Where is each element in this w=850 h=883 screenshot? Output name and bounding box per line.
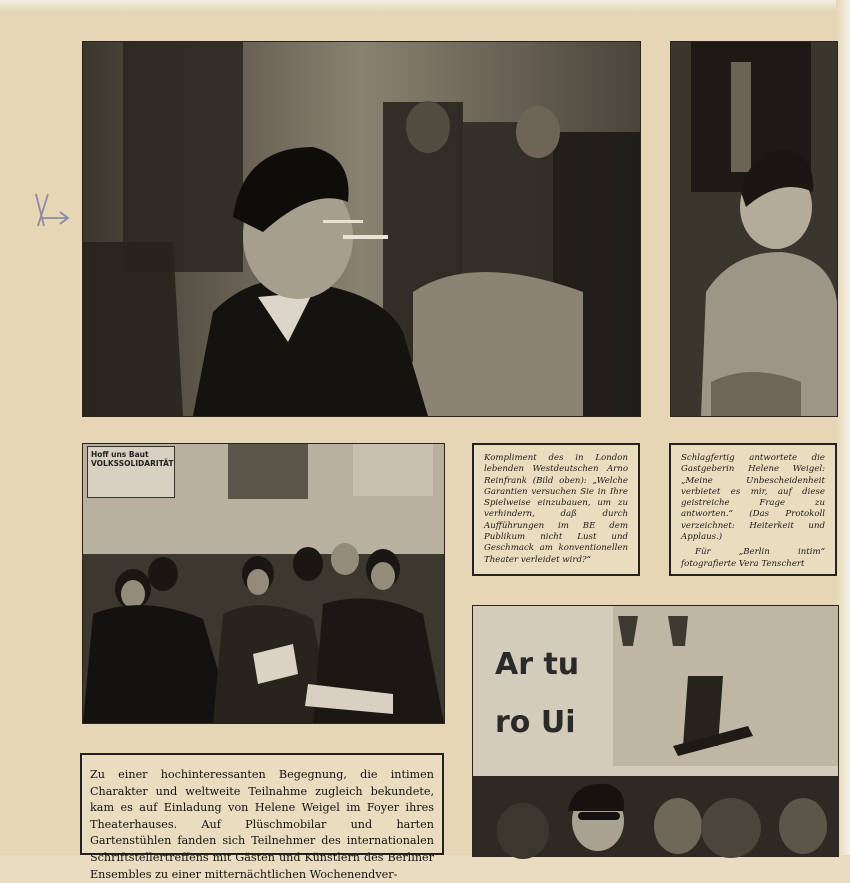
- torn-top-edge: [0, 0, 850, 12]
- photo-arturo-ui: [472, 605, 839, 857]
- caption-weigel: [669, 443, 837, 576]
- caption-reinfrank-text: Kompliment des in London lebenden Westdeutschen Arno Reinfrank (Bild oben): „Welche Garantien versuchen Sie in Ihre Spielweise einzubauen, um zu verhindern, daß durch Aufführungen im BE dem Publikum nicht Lust und Geschmack am konventionellen Theater verleidet wird?“: [484, 453, 628, 565]
- caption-reinfrank: [472, 443, 640, 576]
- article-box: [80, 753, 444, 881]
- poster-artu-line2: ro Ui: [495, 705, 576, 740]
- photo-arno-reinfrank: [82, 41, 641, 417]
- pencil-mark-icon: [30, 188, 74, 232]
- article-text: Zu einer hochinteressanten Begegnung, die intimen Charakter und weltweite Teilnahme zugleich bekundete, kam es auf Einladung von Helene Weigel im Foyer ihres Theaterhauses. Auf Plüschmobilar und harten Gartenstühlen fanden sich Teilnehmer des internationalen Schriftstellertreffens mit Gästen und Künstlern des Berliner Ensembles zu einer mitternächtlichen Wochenendver-: [90, 768, 434, 881]
- photo-group-foyer: [82, 443, 445, 724]
- poster-artu-line1: Ar tu: [495, 647, 580, 682]
- poster-volkssolidaritaet: [87, 446, 175, 498]
- poster-volkssolidaritaet-text: Hoff uns Baut VOLKSSOLIDARITÄT: [91, 450, 174, 468]
- photo-credit: Für „Berlin intim“ fotografierte Vera Tenschert: [681, 547, 825, 569]
- caption-weigel-text: Schlagfertig antwortete die Gastgeberin Helene Weigel: „Meine Unbescheidenheit verbietet es mir, auf diese geistreiche Frage zu antworten.“ (Das Protokoll verzeichnet: Heiterkeit und Applaus.): [681, 453, 825, 543]
- photo-helene-weigel: [670, 41, 838, 417]
